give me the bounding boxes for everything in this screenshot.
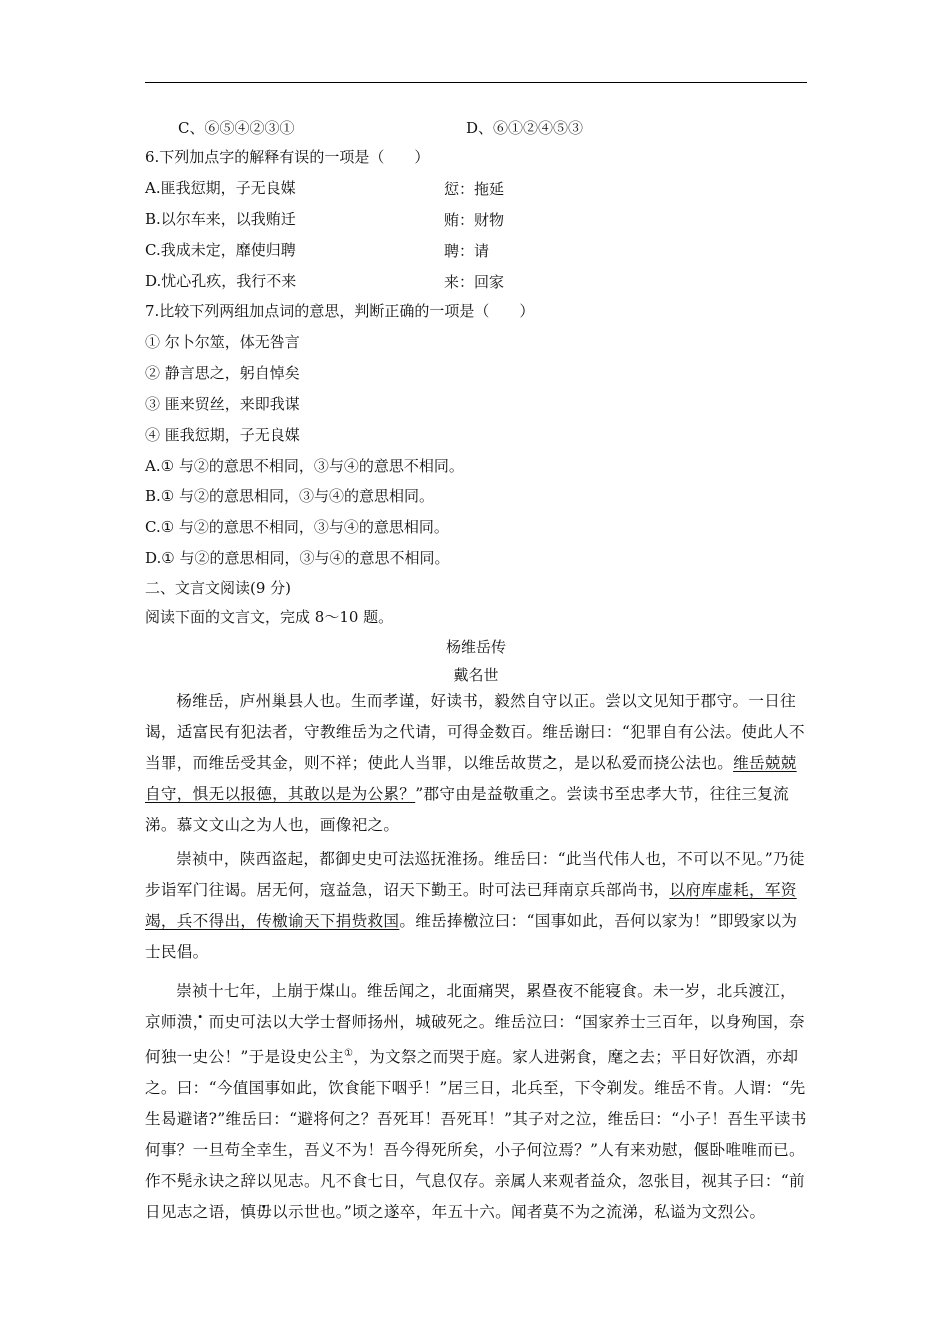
q6-option-a: A.匪我愆期，子无良媒 xyxy=(145,179,296,197)
underlined-sentence: 以府库虚耗，军资竭，兵不得出，传檄谕天下捐赀救国 xyxy=(145,881,797,930)
underlined-sentence: 维岳兢兢自守，惧无以报德，其敢以是为公累？ xyxy=(145,754,797,803)
q6-option-c-gloss: 聘：请 xyxy=(444,242,490,260)
passage-title: 杨维岳传 xyxy=(445,638,506,656)
q6-option-c: C.我成未定，靡使归聘 xyxy=(145,241,296,259)
q7-stem: 7.比较下列两组加点词的意思，判断正确的一项是（ ） xyxy=(145,302,535,320)
q6-option-a-gloss: 愆：拖延 xyxy=(444,180,505,198)
q7-sentence-1: ① 尔卜尔筮，体无咎言 xyxy=(145,333,300,351)
q6-option-d-gloss: 来：回家 xyxy=(444,273,505,291)
dotted-char: 贳 xyxy=(526,754,543,772)
q7-sentence-4: ④ 匪我愆期，子无良媒 xyxy=(145,426,300,444)
q6-option-b-gloss: 贿：财物 xyxy=(444,211,505,229)
q7-option-d: D.① 与②的意思相同，③与④的意思不相同。 xyxy=(145,549,450,567)
q6-stem: 6.下列加点字的解释有误的一项是（ ） xyxy=(145,148,430,166)
header-rule xyxy=(145,82,807,83)
dotted-char: 溃 xyxy=(176,1013,193,1031)
q7-sentence-3: ③ 匪来贸丝，来即我谋 xyxy=(145,395,300,413)
dotted-char: 慎 xyxy=(240,1203,257,1222)
q6-option-b: B.以尔车来，以我贿迁 xyxy=(145,210,296,228)
paragraph-2: 崇祯中，陕西盗起，都御史史可法巡抚淮扬。维岳曰：“此当代伟人也，不可以不见。”乃徒步诣军门往谒。居无何，寇益急，诏天下勤王。时可法已拜南京兵部尚书，以府库虚耗，军资竭，兵不得出，传檄谕天下捐赀救国。维岳捧檄泣曰：“国事如此，吾何以家为！”即毁家以为士民倡。 xyxy=(145,850,805,961)
paragraph-3: 崇祯十七年，上崩于煤山。维岳闻之，北面痛哭，累昼夜不能寝食。未一岁，北兵渡江，京师溃，而史可法以大学士督师扬州，城破死之。维岳泣曰：“国家养士三百年，以身殉国，奈何独一史公！”于是设史公主①，为文祭之而哭于庭。家人进粥食，麾之去；平日好饮酒，亦却之。曰：“今值国事如此，饮食能下咽乎！”居三日，北兵至，下令剃发。维岳不肯。人谓：“先生曷避诸?”维岳曰：“避将何之？吾死耳！吾死耳！”其子对之泣，维岳曰：“小子！吾生平读书何事？一旦苟全幸生，吾义不为！吾今得死所矣，小子何泣焉？”人有来劝慰，偃卧唯唯而已。作不髡永诀之辞以见志。凡不食七日，气息仅存。亲属人来观者益众，忽张目，视其子曰：“前日见志之语，慎毋以示世也。”顷之遂卒，年五十六。闻者莫不为之流涕，私谥为文烈公。 xyxy=(145,982,807,1222)
q7-option-b: B.① 与②的意思相同，③与④的意思相同。 xyxy=(145,487,435,505)
q7-option-a: A.① 与②的意思不相同，③与④的意思不相同。 xyxy=(145,457,464,475)
dotted-char: 累 xyxy=(525,982,542,1000)
q5-option-d: D、⑥①②④⑤③ xyxy=(466,119,584,137)
section-instruction: 阅读下面的文言文，完成 8～10 题。 xyxy=(145,608,394,626)
section-heading: 二、文言文阅读(9 分) xyxy=(145,579,292,597)
footnote-marker: ① xyxy=(344,1048,354,1059)
q6-option-d: D.忧心孔疚，我行不来 xyxy=(145,272,297,290)
q5-option-c: C、⑥⑤④②③① xyxy=(178,119,295,137)
paragraph-1: 杨维岳，庐州巢县人也。生而孝谨，好读书，毅然自守以正。尝以文见知于郡守。一日往谒，适富民有犯法者，守教维岳为之代请，可得金数百。维岳谢曰：“犯罪自有公法。使此人不当罪，而维岳受其金，则不祥；使此人当罪，以维岳故贳之，是以私爱而挠公法也。维岳兢兢自守，惧无以报德，其敢以是为公累？”郡守由是益敬重之。尝读书至忠孝大节，往往三复流涕。慕文文山之为人也，画像祀之。 xyxy=(145,692,805,834)
q7-option-c: C.① 与②的意思不相同，③与④的意思相同。 xyxy=(145,518,449,536)
passage-author: 戴名世 xyxy=(453,666,499,684)
passage-body xyxy=(145,686,810,1228)
q7-sentence-2: ② 静言思之，躬自悼矣 xyxy=(145,364,300,382)
